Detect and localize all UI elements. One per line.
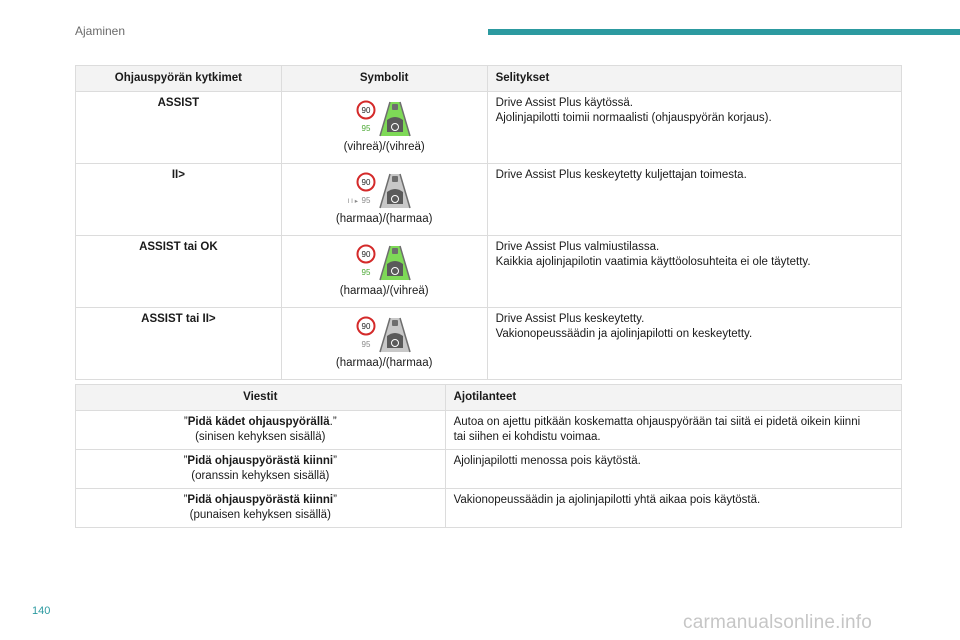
symbol-caption: (harmaa)/(harmaa) bbox=[335, 357, 433, 369]
description-cell bbox=[487, 164, 901, 236]
message-line: ”Pidä ohjauspyörästä kiinni” bbox=[183, 494, 337, 506]
own-car-icon bbox=[387, 261, 403, 276]
message-punct: . bbox=[329, 416, 333, 428]
table-header-row bbox=[76, 385, 902, 411]
set-speed-value: 95 bbox=[361, 340, 371, 349]
column-header-messages: Viestit bbox=[76, 385, 446, 411]
own-car-icon bbox=[387, 189, 403, 204]
vehicle-ahead-icon bbox=[392, 320, 398, 326]
speed-limit-value: 90 bbox=[361, 250, 371, 259]
drive-assist-icon bbox=[348, 98, 420, 138]
message-table bbox=[75, 384, 902, 528]
symbol-caption: (harmaa)/(harmaa) bbox=[335, 213, 433, 225]
table-row bbox=[76, 236, 902, 308]
description-line: Drive Assist Plus valmiustilassa. bbox=[495, 241, 660, 253]
table-row bbox=[76, 308, 902, 380]
message-text: Pidä kädet ohjauspyörällä bbox=[187, 416, 330, 428]
message-frame: (sinisen kehyksen sisällä) bbox=[195, 431, 326, 443]
message-line: ”Pidä ohjauspyörästä kiinni” bbox=[183, 455, 337, 467]
drive-assist-icon bbox=[348, 242, 420, 282]
situation-cell bbox=[445, 411, 901, 450]
table-row bbox=[76, 450, 902, 489]
page-number: 140 bbox=[32, 605, 51, 617]
speed-limit-value: 90 bbox=[361, 106, 371, 115]
description-line: Ajolinjapilotti toimii normaalisti (ohjauspyörän korjaus). bbox=[495, 112, 772, 124]
own-car-icon bbox=[387, 333, 403, 348]
set-speed-value: 95 bbox=[361, 196, 371, 205]
drive-assist-icon bbox=[348, 314, 420, 354]
section-label: Ajaminen bbox=[75, 24, 126, 38]
message-text: Pidä ohjauspyörästä kiinni bbox=[187, 455, 334, 467]
description-line: Kaikkia ajolinjapilotin vaatimia käyttöolosuhteita ei ole täytetty. bbox=[495, 256, 811, 268]
description-line: Vakionopeussäädin ja ajolinjapilotti on keskeytetty. bbox=[495, 328, 753, 340]
section-accent-bar bbox=[488, 29, 960, 35]
set-speed-value: 95 bbox=[361, 268, 371, 277]
speed-limit-value: 90 bbox=[361, 178, 371, 187]
situation-line: Vakionopeussäädin ja ajolinjapilotti yhtä aikaa pois käytöstä. bbox=[453, 494, 761, 506]
switch-cell: ASSIST tai II> bbox=[76, 308, 282, 380]
column-header-situations: Ajotilanteet bbox=[445, 385, 901, 411]
table-header-row bbox=[76, 66, 902, 92]
description-cell bbox=[487, 236, 901, 308]
vehicle-ahead-icon bbox=[392, 176, 398, 182]
symbol-cell bbox=[281, 236, 487, 308]
steering-switch-table bbox=[75, 65, 902, 380]
symbol-cell bbox=[281, 308, 487, 380]
situation-line: tai siihen ei kohdistu voimaa. bbox=[453, 431, 601, 443]
message-cell bbox=[76, 411, 446, 450]
message-frame: (oranssin kehyksen sisällä) bbox=[191, 470, 330, 482]
situation-cell bbox=[445, 450, 901, 489]
switch-cell: ASSIST tai OK bbox=[76, 236, 282, 308]
symbol-cell bbox=[281, 92, 487, 164]
switch-cell: ASSIST bbox=[76, 92, 282, 164]
column-header-switches: Ohjauspyörän kytkimet bbox=[76, 66, 282, 92]
description-line: Drive Assist Plus keskeytetty. bbox=[495, 313, 645, 325]
situation-cell bbox=[445, 489, 901, 528]
speed-limit-value: 90 bbox=[361, 322, 371, 331]
situation-line: Autoa on ajettu pitkään koskematta ohjauspyörään tai siitä ei pidetä oikein kiinni bbox=[453, 416, 861, 428]
message-line: ”Pidä kädet ohjauspyörällä.” bbox=[183, 416, 337, 428]
symbol-caption: (vihreä)/(vihreä) bbox=[343, 141, 425, 153]
drive-assist-icon bbox=[348, 170, 420, 210]
symbol-caption: (harmaa)/(vihreä) bbox=[339, 285, 429, 297]
column-header-explanations: Selitykset bbox=[487, 66, 901, 92]
vehicle-ahead-icon bbox=[392, 104, 398, 110]
vehicle-ahead-icon bbox=[392, 248, 398, 254]
description-line: Drive Assist Plus käytössä. bbox=[495, 97, 633, 109]
own-car-icon bbox=[387, 117, 403, 132]
table-row bbox=[76, 411, 902, 450]
watermark: carmanualsonline.info bbox=[683, 612, 873, 633]
message-cell bbox=[76, 489, 446, 528]
message-cell bbox=[76, 450, 446, 489]
table-row bbox=[76, 164, 902, 236]
symbol-cell bbox=[281, 164, 487, 236]
description-cell bbox=[487, 308, 901, 380]
switch-cell: II> bbox=[76, 164, 282, 236]
pause-symbol-icon: I I ▸ bbox=[348, 198, 359, 205]
table-row bbox=[76, 489, 902, 528]
message-frame: (punaisen kehyksen sisällä) bbox=[189, 509, 331, 521]
column-header-symbols: Symbolit bbox=[281, 66, 487, 92]
table-row bbox=[76, 92, 902, 164]
set-speed-value: 95 bbox=[361, 124, 371, 133]
message-text: Pidä ohjauspyörästä kiinni bbox=[187, 494, 334, 506]
description-line: Drive Assist Plus keskeytetty kuljettajan toimesta. bbox=[495, 169, 747, 181]
situation-line: Ajolinjapilotti menossa pois käytöstä. bbox=[453, 455, 641, 467]
description-cell bbox=[487, 92, 901, 164]
